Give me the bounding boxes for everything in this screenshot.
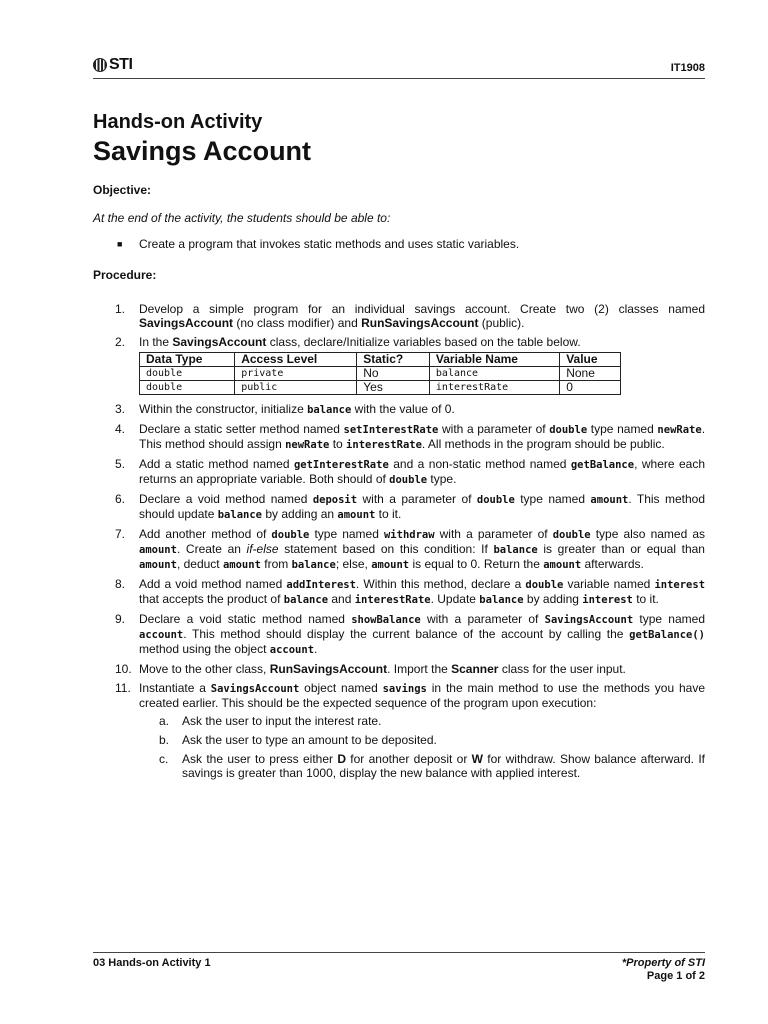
code-term: amount: [371, 559, 410, 571]
globe-icon: [93, 58, 107, 72]
step-text: [139, 612, 705, 657]
code-term: newRate: [657, 424, 702, 436]
footer-left: 03 Hands-on Activity 1: [93, 957, 211, 969]
text-fragment: is greater than or equal than: [537, 542, 705, 556]
step-number: 8.: [115, 577, 126, 591]
page-title: Savings Account: [93, 136, 312, 166]
code-term: balance: [307, 404, 352, 416]
substep-text: [182, 714, 705, 728]
procedure-step: [93, 335, 705, 397]
page-header: [93, 50, 705, 79]
text-fragment: ; else,: [335, 557, 372, 571]
substep: [139, 733, 705, 747]
bold-term: SavingsAccount: [139, 316, 234, 330]
table-header-cell: Static?: [357, 353, 430, 367]
code-term: getBalance: [570, 459, 635, 471]
code-term: savings: [382, 683, 427, 695]
code-term: deposit: [312, 494, 358, 506]
text-fragment: class for the user input.: [498, 662, 626, 676]
text-fragment: with a parameter of: [438, 422, 550, 436]
text-fragment: . This method should assign: [139, 422, 706, 451]
code-term: double: [389, 474, 428, 486]
activity-type: Hands-on Activity: [93, 111, 263, 133]
text-fragment: type named: [633, 612, 706, 626]
code-term: setInterestRate: [343, 424, 439, 436]
procedure-step: [93, 577, 705, 607]
text-fragment: statement based on this condition: If: [278, 542, 494, 556]
table-cell: 0: [560, 381, 621, 395]
substep: [139, 752, 705, 780]
procedure-step: [93, 457, 705, 487]
table-cell: None: [560, 367, 621, 381]
code-term: balance: [493, 544, 538, 556]
code-term: balance: [217, 509, 262, 521]
text-fragment: Declare a void method named: [139, 492, 313, 506]
code-term: double: [271, 529, 310, 541]
code-term: newRate: [285, 439, 330, 451]
table-cell: double: [140, 381, 235, 395]
text-fragment: by adding: [523, 592, 583, 606]
code-term: balance: [291, 559, 336, 571]
code-term: double: [552, 529, 591, 541]
code-term: interestRate: [346, 439, 422, 451]
bold-term: W: [471, 752, 483, 766]
table-cell: No: [357, 367, 430, 381]
code-term: showBalance: [351, 614, 421, 626]
procedure-step: [93, 662, 705, 676]
table-cell: double: [140, 367, 235, 381]
procedure-step: [93, 302, 705, 330]
text-fragment: and a non-static method named: [388, 457, 571, 471]
text-fragment: with the value of 0.: [351, 402, 455, 416]
code-term: double: [476, 494, 515, 506]
text-fragment: Instantiate a: [139, 681, 211, 695]
text-fragment: . Within this method, declare a: [355, 577, 526, 591]
step-text: [139, 422, 705, 452]
document-page: [93, 50, 705, 790]
text-fragment: if-else: [246, 542, 279, 556]
text-fragment: type named: [587, 422, 658, 436]
text-fragment: to it.: [632, 592, 659, 606]
text-fragment: (public).: [478, 316, 525, 330]
substep: [139, 714, 705, 728]
table-row: [140, 381, 621, 395]
step-number: 4.: [115, 422, 126, 436]
page-footer: [93, 952, 705, 983]
text-fragment: . Update: [430, 592, 480, 606]
step-text: [139, 402, 705, 417]
step-text: [139, 492, 705, 522]
table-cell: public: [235, 381, 357, 395]
text-fragment: Add a static method named: [139, 457, 294, 471]
text-fragment: , where each returns an appropriate variable. Both should of: [139, 457, 705, 486]
text-fragment: method using the object: [139, 642, 270, 656]
text-fragment: class, declare/Initialize variables based on the table below.: [266, 335, 581, 349]
code-term: amount: [590, 494, 629, 506]
text-fragment: Declare a static setter method named: [139, 422, 344, 436]
text-fragment: for withdraw. Show balance afterward. If savings is greater than 1000, display the new balance with applied interest.: [182, 752, 705, 780]
substeps-list: [139, 714, 705, 780]
text-fragment: by adding an: [262, 507, 338, 521]
objective-bullet-text: Create a program that invokes static methods and uses static variables.: [139, 237, 520, 251]
bold-term: RunSavingsAccount: [361, 316, 479, 330]
procedure-step: [93, 527, 705, 572]
procedure-step: [93, 422, 705, 452]
text-fragment: for another deposit or: [345, 752, 472, 766]
text-fragment: with a parameter of: [434, 527, 553, 541]
table-header-row: [140, 353, 621, 367]
text-fragment: . Import the: [387, 662, 452, 676]
procedure-step: [93, 402, 705, 417]
code-term: double: [525, 579, 564, 591]
step-text: [139, 527, 705, 572]
page-number: Page 1 of 2: [646, 970, 705, 982]
procedure-steps: [93, 302, 705, 785]
text-fragment: Ask the user to press either: [182, 752, 338, 766]
text-fragment: Ask the user to type an amount to be deposited.: [182, 733, 437, 747]
code-term: SavingsAccount: [210, 683, 300, 695]
substep-letter: a.: [159, 714, 170, 728]
text-fragment: with a parameter of: [420, 612, 545, 626]
step-text: [139, 457, 705, 487]
step-text: [139, 681, 705, 785]
step-number: 3.: [115, 402, 126, 416]
bold-term: Scanner: [451, 662, 499, 676]
table-cell: Yes: [357, 381, 430, 395]
text-fragment: . All methods in the program should be public.: [421, 437, 665, 451]
text-fragment: variable named: [563, 577, 655, 591]
code-term: getBalance(): [629, 629, 705, 641]
code-term: SavingsAccount: [544, 614, 634, 626]
text-fragment: Within the constructor, initialize: [139, 402, 308, 416]
step-number: 10.: [115, 662, 132, 676]
text-fragment: . This method should display the current balance of the account by calling the: [183, 627, 630, 641]
table-header-cell: Data Type: [140, 353, 235, 367]
objective-intro: At the end of the activity, the students should be able to:: [93, 211, 391, 225]
text-fragment: to it.: [375, 507, 402, 521]
text-fragment: , deduct: [176, 557, 223, 571]
text-fragment: Move to the other class,: [139, 662, 270, 676]
step-number: 1.: [115, 302, 126, 316]
step-text: [139, 335, 705, 397]
text-fragment: Ask the user to input the interest rate.: [182, 714, 382, 728]
footer-right: [622, 957, 705, 983]
code-term: account: [139, 629, 184, 641]
text-fragment: Declare a void static method named: [139, 612, 352, 626]
bold-term: D: [337, 752, 346, 766]
substep-letter: c.: [159, 752, 169, 766]
text-fragment: . This method should update: [139, 492, 705, 521]
text-fragment: to: [329, 437, 347, 451]
text-fragment: type named: [309, 527, 384, 541]
text-fragment: (no class modifier) and: [233, 316, 362, 330]
table-header-cell: Variable Name: [429, 353, 559, 367]
step-text: [139, 662, 705, 676]
table-cell: balance: [429, 367, 559, 381]
variables-table: [139, 352, 621, 395]
text-fragment: Develop a simple program for an individual savings account. Create two (2) classes named: [139, 302, 705, 316]
code-term: interestRate: [354, 594, 431, 606]
bold-term: RunSavingsAccount: [269, 662, 388, 676]
step-number: 9.: [115, 612, 126, 626]
text-fragment: with a parameter of: [357, 492, 477, 506]
table-row: [140, 367, 621, 381]
text-fragment: .: [314, 642, 318, 656]
bold-term: SavingsAccount: [172, 335, 267, 349]
substep-text: [182, 733, 705, 747]
substep-text: [182, 752, 705, 780]
code-term: balance: [479, 594, 524, 606]
table-header-cell: Access Level: [235, 353, 357, 367]
text-fragment: in the main method to use the methods you have created earlier. This should be the expected sequence of the program upon execution:: [139, 681, 706, 710]
text-fragment: type named: [514, 492, 591, 506]
step-number: 6.: [115, 492, 126, 506]
code-term: amount: [222, 559, 261, 571]
sti-logo: [93, 56, 132, 74]
code-term: amount: [543, 559, 582, 571]
code-term: addInterest: [286, 579, 356, 591]
code-term: amount: [139, 544, 177, 556]
text-fragment: from: [260, 557, 292, 571]
procedure-step: [93, 612, 705, 657]
text-fragment: and: [328, 592, 355, 606]
text-fragment: . Create an: [176, 542, 247, 556]
step-number: 5.: [115, 457, 126, 471]
substep-letter: b.: [159, 733, 170, 747]
procedure-label: Procedure:: [93, 268, 157, 282]
text-fragment: Add a void method named: [139, 577, 287, 591]
code-term: withdraw: [383, 529, 435, 541]
step-text: [139, 577, 705, 607]
text-fragment: In the: [139, 335, 173, 349]
course-code: IT1908: [670, 62, 705, 74]
text-fragment: type also named as: [590, 527, 706, 541]
code-term: amount: [139, 559, 177, 571]
logo-text: STI: [109, 56, 133, 73]
procedure-step: [93, 492, 705, 522]
objective-label: Objective:: [93, 183, 152, 197]
objective-bullet: [93, 237, 705, 252]
step-number: 2.: [115, 335, 126, 349]
property-notice: *Property of STI: [621, 957, 705, 969]
table-header-cell: Value: [560, 353, 621, 367]
code-term: balance: [283, 594, 329, 606]
bullet-square-icon: ■: [117, 239, 123, 249]
text-fragment: is equal to 0. Return the: [409, 557, 544, 571]
text-fragment: afterwards.: [581, 557, 644, 571]
text-fragment: type.: [427, 472, 457, 486]
table-cell: private: [235, 367, 357, 381]
step-text: [139, 302, 705, 330]
code-term: amount: [337, 509, 376, 521]
code-term: getInterestRate: [293, 459, 389, 471]
step-number: 11.: [115, 681, 131, 695]
procedure-step: [93, 681, 705, 785]
code-term: account: [269, 644, 315, 656]
code-term: interest: [582, 594, 633, 606]
step-number: 7.: [115, 527, 126, 541]
code-term: interest: [654, 579, 706, 591]
text-fragment: that accepts the product of: [139, 592, 284, 606]
text-fragment: object named: [299, 681, 383, 695]
table-cell: interestRate: [429, 381, 559, 395]
text-fragment: Add another method of: [139, 527, 272, 541]
code-term: double: [549, 424, 588, 436]
